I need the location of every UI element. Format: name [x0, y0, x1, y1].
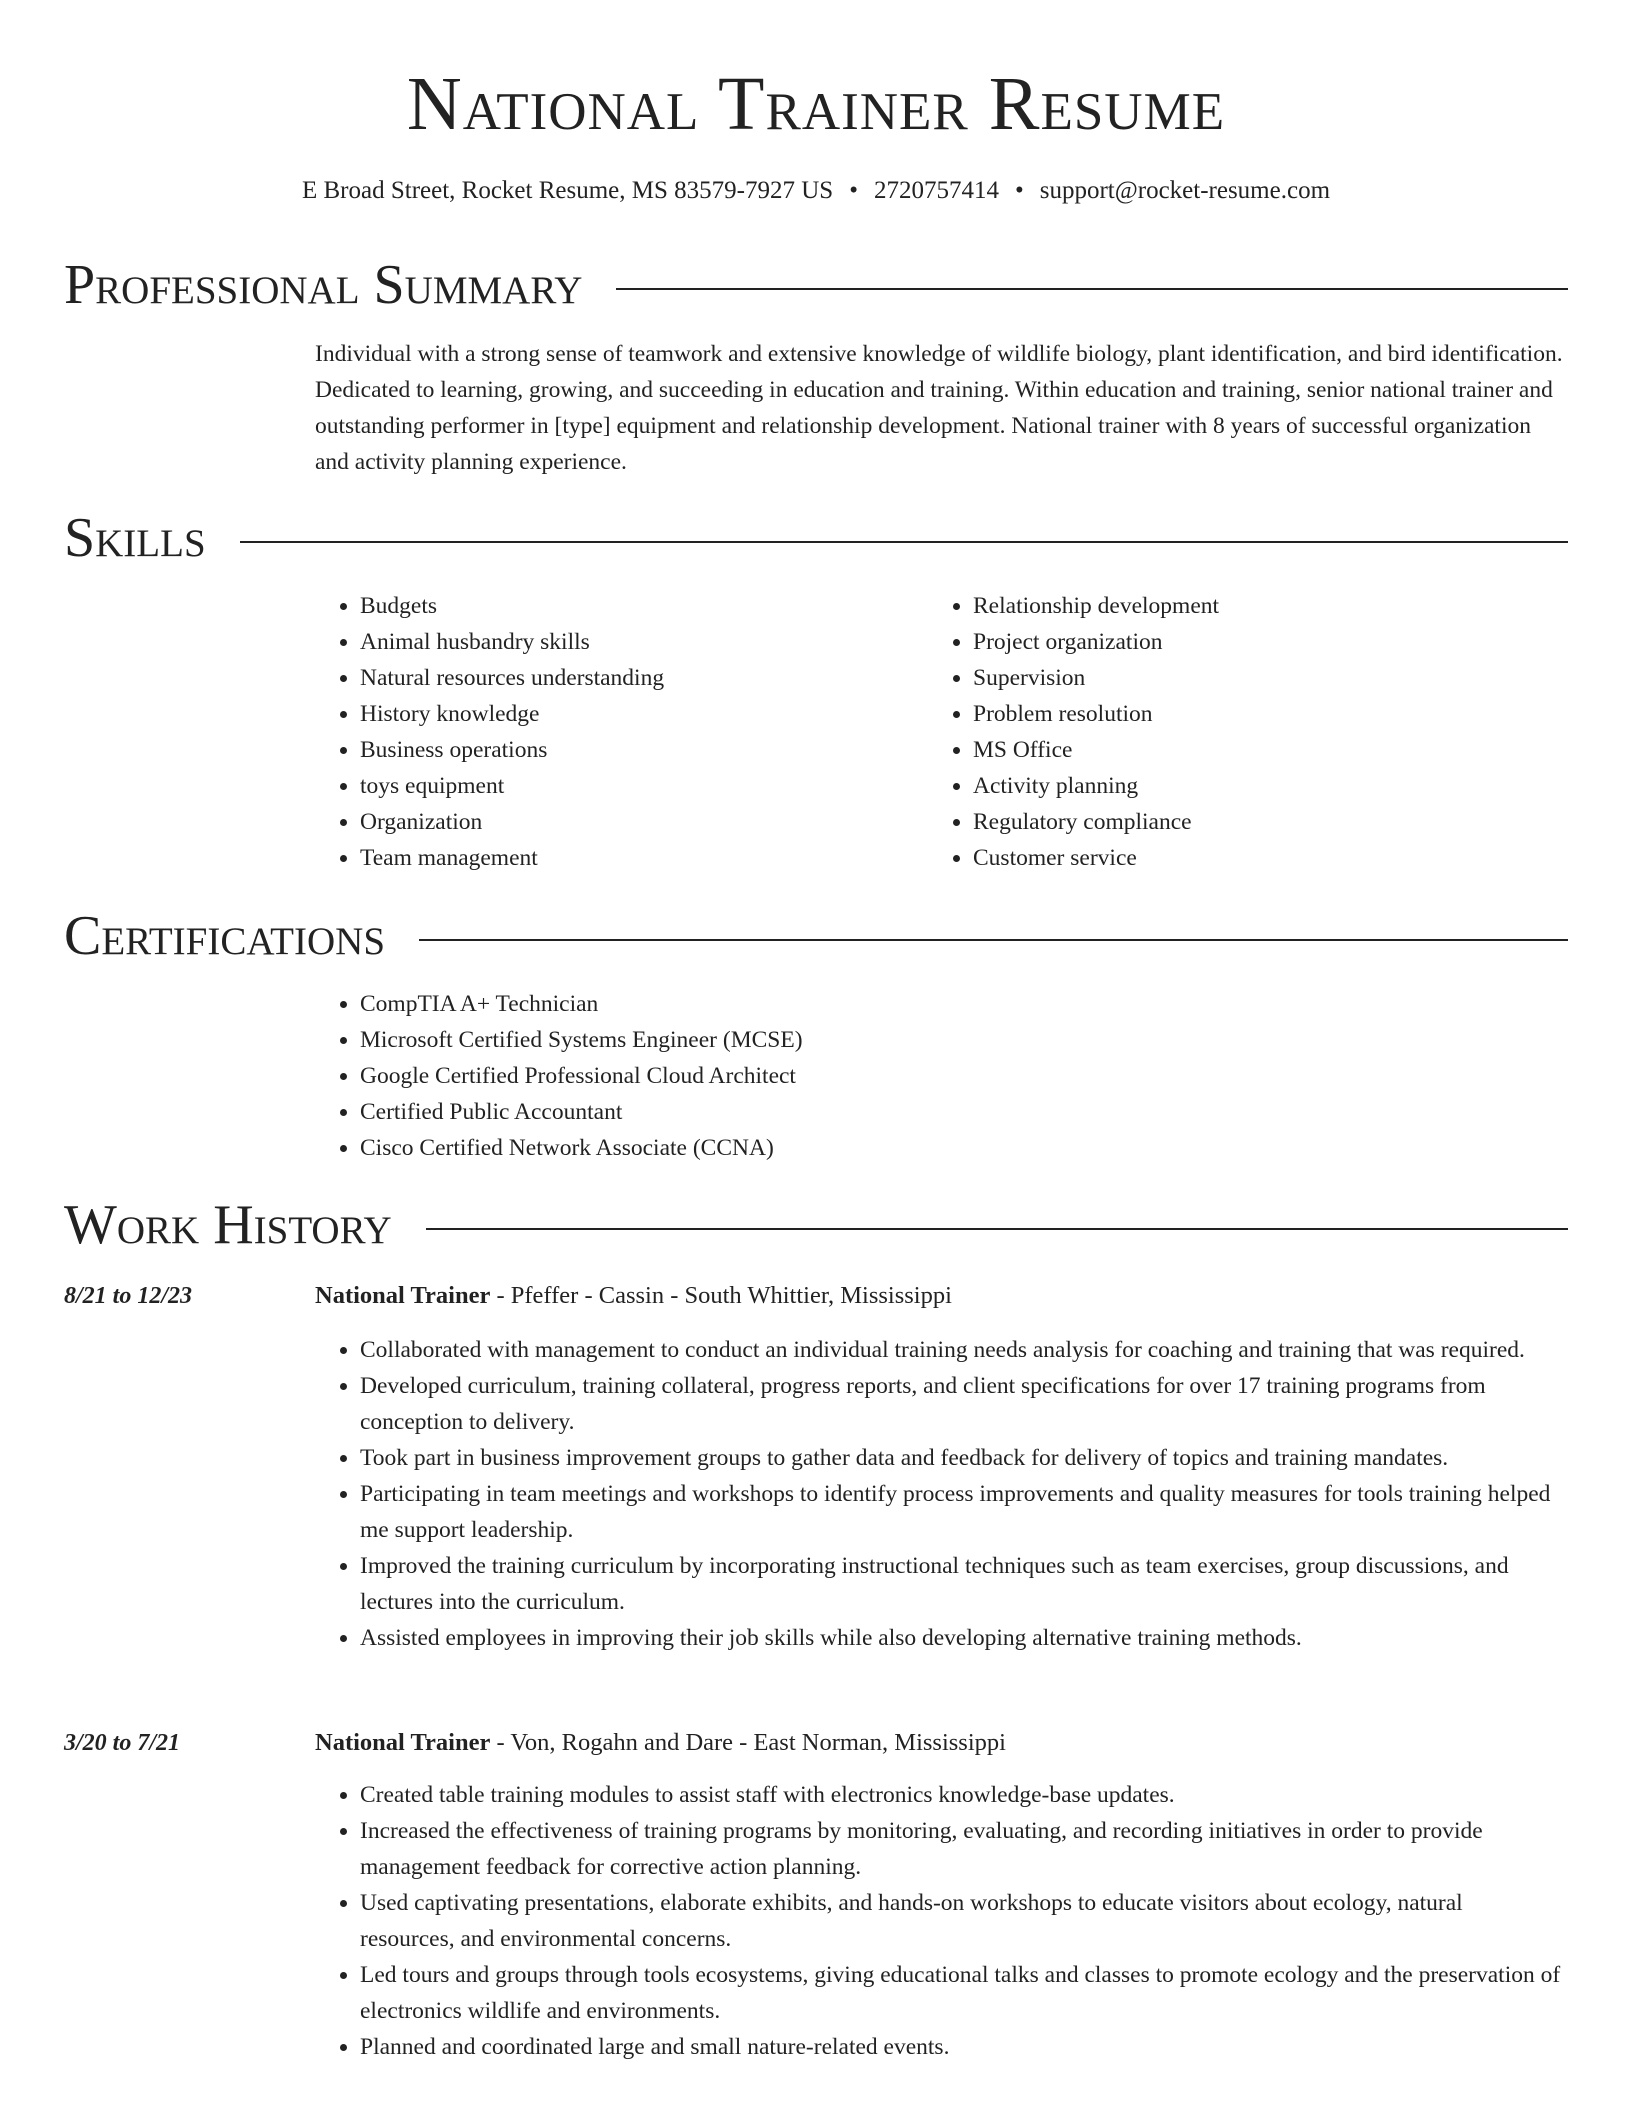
section-divider [419, 939, 1568, 941]
contact-phone: 2720757414 [873, 177, 999, 204]
certification-item: • Microsoft Certified Systems Engineer (MCSE) [360, 1022, 1315, 1058]
skill-item: • Project organization [973, 624, 1528, 660]
job-dates: 8/21 to 12/23 [64, 1283, 193, 1309]
skill-item: • MS Office [973, 732, 1528, 768]
certification-item: • Google Certified Professional Cloud Architect [360, 1058, 1315, 1094]
job-duty-item: • Increased the effectiveness of training programs by monitoring, evaluating, and recording initiatives in order to provide management feedback for corrective action planning. [360, 1813, 1563, 1885]
skill-item: • toys equipment [360, 768, 915, 804]
job-duty-item: • Assisted employees in improving their job skills while also developing alternative training methods. [360, 1620, 1563, 1656]
section-title-summary: Professional Summary [64, 254, 583, 316]
skill-item: • Animal husbandry skills [360, 624, 915, 660]
skills-list-right [928, 588, 1528, 876]
skills-column-right [928, 588, 1528, 876]
job-duty-item: • Led tours and groups through tools ecosystems, giving educational talks and classes to promote ecology and the preservation of electronics wildlife and environments. [360, 1957, 1563, 2029]
job-duties [315, 1777, 1563, 2065]
contact-email: support@rocket-resume.com [1039, 177, 1331, 204]
section-divider [426, 1228, 1568, 1230]
job-duties-list [315, 1332, 1563, 1656]
summary-text: Individual with a strong sense of teamwork and extensive knowledge of wildlife biology, plant identification, and bird identification. Dedicated to learning, growing, and succeeding in education and training. Within education and training, senior national trainer and outstanding performer in [type] equipment and relationship development. National trainer with 8 years of successful organization and activity planning experience. [315, 341, 1563, 475]
skill-item: • Team management [360, 840, 915, 876]
job-duty-item: • Used captivating presentations, elaborate exhibits, and hands-on workshops to educate visitors about ecology, natural resources, and environmental concerns. [360, 1885, 1563, 1957]
job-duties-list [315, 1777, 1563, 2065]
resume-title: National Trainer Resume [406, 62, 1226, 146]
section-title-skills: Skills [64, 507, 206, 569]
contact-line [0, 174, 1632, 208]
job-duty-item: • Took part in business improvement groups to gather data and feedback for delivery of topics and training mandates. [360, 1440, 1563, 1476]
section-title-work-history: Work History [64, 1194, 392, 1256]
skill-item: • Problem resolution [973, 696, 1528, 732]
contact-separator: • [1014, 177, 1024, 204]
skill-item: • Relationship development [973, 588, 1528, 624]
job-dates: 3/20 to 7/21 [64, 1730, 181, 1756]
section-divider [616, 288, 1568, 290]
job-header [315, 1278, 1563, 1314]
skill-item: • Supervision [973, 660, 1528, 696]
job-duty-item: • Collaborated with management to conduct an individual training needs analysis for coaching and training that was required. [360, 1332, 1563, 1368]
section-title-certifications: Certifications [64, 905, 386, 967]
certification-item: • Certified Public Accountant [360, 1094, 1315, 1130]
job-duty-item: • Improved the training curriculum by incorporating instructional techniques such as team exercises, group discussions, and lectures into the curriculum. [360, 1548, 1563, 1620]
skill-item: • Business operations [360, 732, 915, 768]
job-duty-item: • Participating in team meetings and workshops to identify process improvements and quality measures for tools training helped me support leadership. [360, 1476, 1563, 1548]
section-heading-certifications [64, 903, 1568, 969]
certifications-block [315, 986, 1315, 1166]
skill-item: • Organization [360, 804, 915, 840]
certifications-list [315, 986, 1315, 1166]
certification-item: • Cisco Certified Network Associate (CCNA) [360, 1130, 1315, 1166]
skill-item: • Customer service [973, 840, 1528, 876]
section-heading-summary [64, 252, 1568, 318]
contact-separator: • [849, 177, 858, 204]
job-employer: - Pfeffer - Cassin - South Whittier, Mississippi [490, 1282, 952, 1309]
skill-item: • Regulatory compliance [973, 804, 1528, 840]
section-heading-work-history [64, 1192, 1568, 1258]
job-duties [315, 1332, 1563, 1656]
job-employer: - Von, Rogahn and Dare - East Norman, Mississippi [490, 1729, 1006, 1756]
section-divider [240, 541, 1568, 543]
job-duty-item: • Planned and coordinated large and small nature-related events. [360, 2029, 1563, 2065]
skill-item: • History knowledge [360, 696, 915, 732]
skills-list-left [315, 588, 915, 876]
job-title: National Trainer [315, 1729, 491, 1756]
contact-address: E Broad Street, Rocket Resume, MS 83579-7927 US [301, 177, 834, 204]
skill-item: • Natural resources understanding [360, 660, 915, 696]
job-header [315, 1725, 1563, 1761]
skill-item: • Budgets [360, 588, 915, 624]
skills-column-left [315, 588, 915, 876]
certification-item: • CompTIA A+ Technician [360, 986, 1315, 1022]
job-title: National Trainer [315, 1282, 491, 1309]
job-duty-item: • Developed curriculum, training collateral, progress reports, and client specifications for over 17 training programs from conception to delivery. [360, 1368, 1563, 1440]
skill-item: • Activity planning [973, 768, 1528, 804]
job-duty-item: • Created table training modules to assist staff with electronics knowledge-base updates. [360, 1777, 1563, 1813]
section-heading-skills [64, 505, 1568, 571]
